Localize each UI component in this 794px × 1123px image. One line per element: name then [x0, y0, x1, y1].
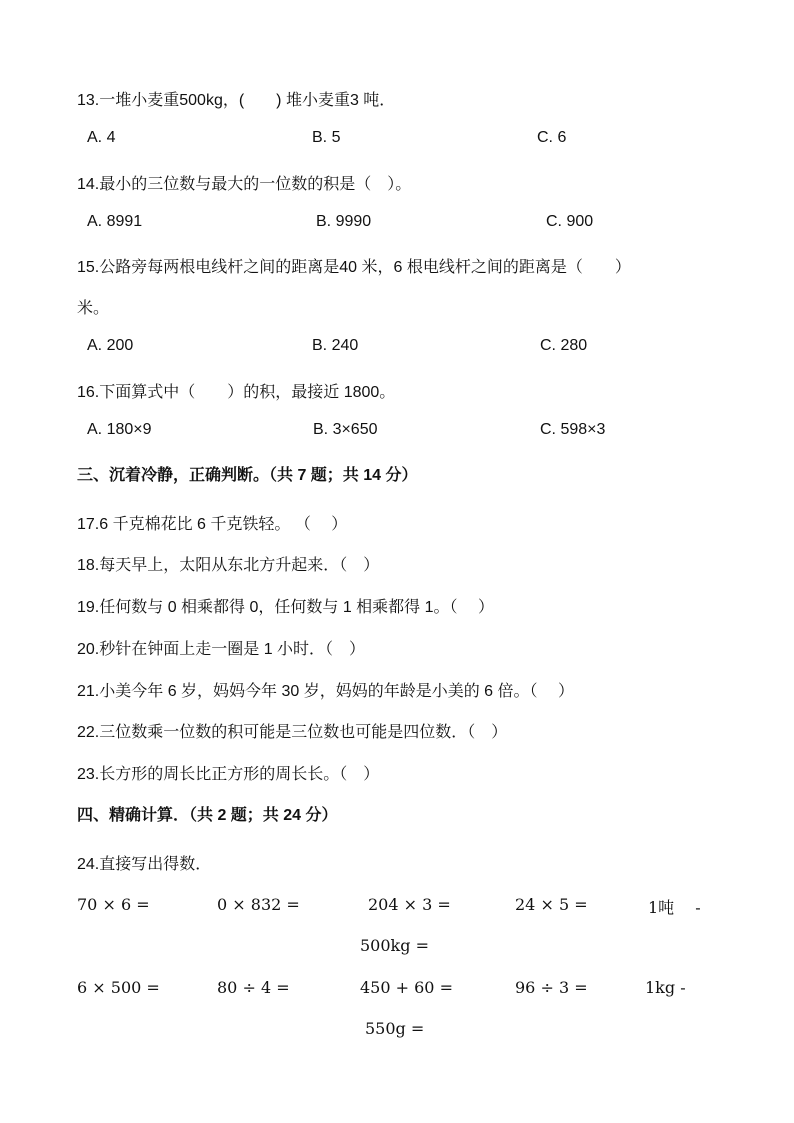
question-15-option-b: B. 240: [312, 337, 359, 354]
question-16-option-b: B. 3×650: [313, 421, 378, 438]
calc-item: 24 × 5 =: [515, 895, 588, 914]
calc-item: 450 + 60 =: [360, 978, 453, 997]
calc-item: 96 ÷ 3 =: [515, 978, 588, 997]
question-15-option-c: C. 280: [540, 337, 588, 354]
question-19: 19.任何数与 0 相乘都得 0，任何数与 1 相乘都得 1。（ ）: [77, 599, 494, 616]
question-18: 18.每天早上，太阳从东北方升起来．（ ）: [77, 557, 380, 574]
calc-item: 1kg -: [645, 978, 686, 997]
question-15-option-a: A. 200: [87, 337, 134, 354]
question-13: 13.一堆小麦重500kg，( ) 堆小麦重3 吨．: [77, 92, 396, 109]
question-21: 21.小美今年 6 岁，妈妈今年 30 岁，妈妈的年龄是小美的 6 倍。（ ）: [77, 683, 574, 700]
question-13-option-a: A. 4: [87, 129, 116, 146]
calc-item: 1吨 -: [648, 898, 701, 917]
question-14-option-a: A. 8991: [87, 213, 143, 230]
calc-item-continuation: 500kg =: [360, 936, 429, 955]
calc-item: 80 ÷ 4 =: [217, 978, 290, 997]
question-13-option-c: C. 6: [537, 129, 567, 146]
calc-item: 0 × 832 =: [217, 895, 300, 914]
calc-item: 204 × 3 =: [368, 895, 451, 914]
question-16: 16.下面算式中（ ）的积，最接近 1800。: [77, 384, 396, 401]
question-17: 17.6 千克棉花比 6 千克铁轻。 （ ）: [77, 516, 348, 533]
question-24: 24.直接写出得数．: [77, 856, 212, 873]
question-23: 23.长方形的周长比正方形的周长长。（ ）: [77, 766, 380, 783]
section-4-title: 四、精确计算．（共 2 题；共 24 分）: [77, 807, 338, 824]
question-20: 20.秒针在钟面上走一圈是 1 小时．（ ）: [77, 641, 366, 658]
calc-item-continuation: 550g =: [365, 1019, 425, 1038]
question-22: 22.三位数乘一位数的积可能是三位数也可能是四位数．（ ）: [77, 724, 508, 741]
calc-item: 70 × 6 =: [77, 895, 150, 914]
calc-item: 6 × 500 =: [77, 978, 160, 997]
question-15: 15.公路旁每两根电线杆之间的距离是40 米，6 根电线杆之间的距离是（ ）: [77, 259, 631, 276]
question-14: 14.最小的三位数与最大的一位数的积是（ ）。: [77, 176, 412, 193]
question-13-option-b: B. 5: [312, 129, 341, 146]
question-16-option-c: C. 598×3: [540, 421, 606, 438]
question-14-option-c: C. 900: [546, 213, 594, 230]
question-14-option-b: B. 9990: [316, 213, 372, 230]
question-15-continuation: 米。: [77, 300, 110, 317]
question-16-option-a: A. 180×9: [87, 421, 152, 438]
section-3-title: 三、沉着冷静，正确判断。（共 7 题；共 14 分）: [77, 467, 418, 484]
